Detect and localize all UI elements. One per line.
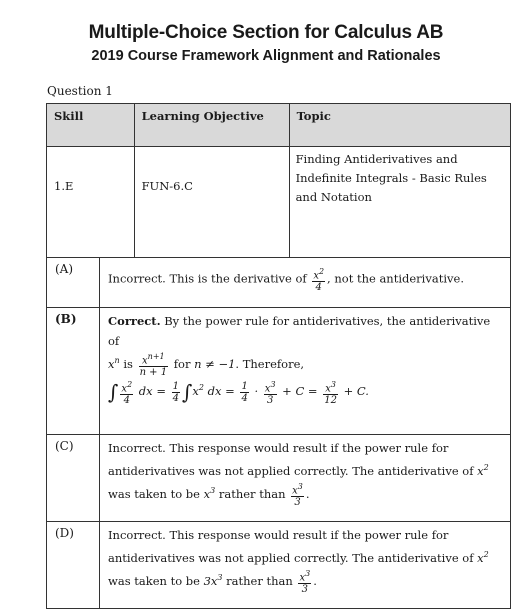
skill-value: 1.E xyxy=(47,147,135,258)
math-wrong-c: $x^3$ xyxy=(203,485,216,501)
integral-equation: ∫ $\frac{x^2}{4}$ dx = $\frac{1}{4}$ $\int x^2$ dx = $\frac{1}{4}$ · $\frac{x^3}{3}$ + C = $\frac{x^3}{12}$ + C. xyxy=(108,379,369,406)
topic-value: Finding Antiderivatives and Indefinite Integrals - Basic Rules and Notation xyxy=(289,147,510,258)
choice-a-text-1: Incorrect. This is the derivative of xyxy=(108,271,307,286)
math-wrong-c-base: x xyxy=(203,486,211,501)
choice-explanation-a xyxy=(100,258,511,308)
choice-b-for: for xyxy=(173,356,191,371)
fraction-x2-over-4: $\frac{x^2}{4}$ xyxy=(313,267,325,294)
table-meta-row xyxy=(47,147,511,258)
table-row xyxy=(47,308,511,435)
choice-explanation-d: Incorrect. This response would result if the power rule for antiderivatives was not applied correctly. The antiderivative of $x^2$ was taken to be $3x^3$ rather than $\frac{x^3}{3}$ . xyxy=(100,522,511,609)
rationale-table xyxy=(46,103,511,609)
table-row xyxy=(47,435,511,522)
math-xn: $x^n$ xyxy=(108,356,120,371)
math-x2: $x^2$ xyxy=(477,550,489,565)
table-row xyxy=(47,522,511,609)
choice-c-rather: rather than xyxy=(218,486,286,501)
page-subtitle: 2019 Course Framework Alignment and Rationales xyxy=(91,48,441,64)
choice-letter-d: (D) xyxy=(47,522,100,609)
math-x2: $x^2$ xyxy=(477,463,489,478)
math-wrong-d-base: 3x xyxy=(203,573,218,588)
choice-b-therefore: . Therefore, xyxy=(235,356,305,371)
fraction-x3-over-3: $\frac{x^3}{3}$ xyxy=(299,568,311,596)
choice-b-bold: Correct. xyxy=(108,314,161,328)
table-header-row xyxy=(47,104,511,147)
question-label: Question 1 xyxy=(47,84,113,98)
choice-letter-b: (B) xyxy=(47,308,100,435)
choice-letter-a: (A) xyxy=(47,258,100,308)
table-row xyxy=(47,258,511,308)
column-header-skill: Skill xyxy=(47,104,135,147)
page-title: Multiple-Choice Section for Calculus AB xyxy=(88,22,444,43)
fraction-xn1-over-n1: $\frac{x^{n+1}}{n + 1}$ xyxy=(139,352,168,379)
choice-d-rather: rather than xyxy=(226,573,293,588)
choice-explanation-b xyxy=(100,308,511,435)
choice-c-taken: was taken to be xyxy=(108,486,200,501)
choice-d-taken: was taken to be xyxy=(108,573,200,588)
column-header-topic: Topic xyxy=(289,104,510,147)
choice-c-text-1: Incorrect. This response would result if the power rule for antiderivatives was not applied correctly. The antiderivative of xyxy=(108,441,474,478)
choice-b-text-1: By the power rule for antiderivatives, the antiderivative of xyxy=(108,314,491,348)
choice-b-is: is xyxy=(123,356,133,371)
column-header-learning-objective: Learning Objective xyxy=(134,104,289,147)
choice-explanation-c: Incorrect. This response would result if the power rule for antiderivatives was not applied correctly. The antiderivative of $x^2$ was taken to be $x^3$ rather than $\frac{x^3}{3}$ . xyxy=(100,435,511,522)
choice-letter-c: (C) xyxy=(47,435,100,522)
choice-b-condition: n ≠ −1 xyxy=(194,356,236,371)
fraction-x3-over-3: $\frac{x^3}{3}$ xyxy=(292,481,303,509)
learning-objective-value: FUN-6.C xyxy=(134,147,289,258)
choice-a-text-2: , not the antiderivative. xyxy=(327,271,464,286)
choice-d-text-1: Incorrect. This response would result if the power rule for antiderivatives was not applied correctly. The antiderivative of xyxy=(108,528,474,565)
math-wrong-d: $3x^3$ xyxy=(203,572,223,588)
